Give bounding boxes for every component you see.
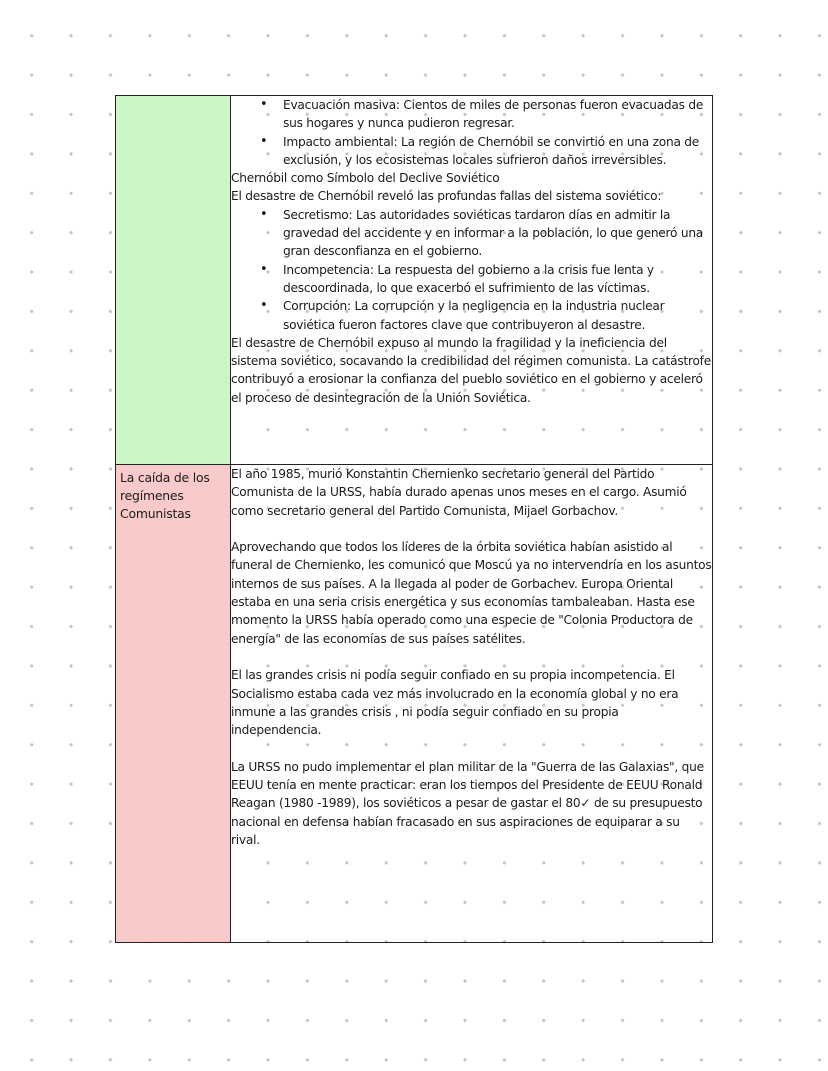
notes-table bbox=[115, 95, 713, 943]
paragraph: Aprovechando que todos los líderes de la órbita soviética habían asistido al funeral de Chernienko, les comunicó que Moscú ya no intervendría en los asuntos internos de sus países. A la llegada al poder de Gorbachev. Europa Oriental estaba en una seria crisis energética y sus economías tambaleaban. Hasta ese momento la URSS había operado como una especie de "Colonia Productora de energía" de las economías de sus países satélites. bbox=[231, 540, 712, 646]
table-row-chernobyl bbox=[116, 96, 713, 465]
table-row-fall-of-communism bbox=[116, 465, 713, 943]
topic-label: La caída de los regímenes Comunistas bbox=[120, 470, 210, 521]
paragraph-gap bbox=[231, 648, 712, 666]
topic-cell-empty bbox=[116, 96, 231, 465]
content-cell-chernobyl bbox=[231, 96, 713, 465]
topic-cell bbox=[116, 465, 231, 943]
paragraph-gap bbox=[231, 520, 712, 538]
list-item: • Impacto ambiental: La región de Chernóbil se convirtió en una zona de exclusión, y los ecosistemas locales sufrieron daños irreversibles. bbox=[283, 133, 712, 170]
list-item: • Evacuación masiva: Cientos de miles de personas fueron evacuadas de sus hogares y nunca pudieron regresar. bbox=[283, 96, 712, 133]
content-cell-fall bbox=[231, 465, 713, 943]
section-heading: Chernóbil como Símbolo del Declive Soviético bbox=[231, 171, 500, 186]
list-item: • Incompetencia: La respuesta del gobierno a la crisis fue lenta y descoordinada, lo que exacerbó el sufrimiento de las víctimas. bbox=[283, 261, 712, 298]
list-item: • Secretismo: Las autoridades soviéticas tardaron días en admitir la gravedad del accidente y en informar a la población, lo que generó una gran desconfianza en el gobierno. bbox=[283, 206, 712, 261]
paragraph: El año 1985, murió Konstantin Chernienko secretario general del Partido Comunista de la URSS, había durado apenas unos meses en el cargo. Asumió como secretario general del Partido Comunista, Mijael Gorbachov. bbox=[231, 467, 687, 518]
failures-list bbox=[231, 206, 712, 334]
list-item: • Corrupción: La corrupción y la negligencia en la industria nuclear soviética fueron factores clave que contribuyeron al desastre. bbox=[283, 297, 712, 334]
paragraph: La URSS no pudo implementar el plan militar de la "Guerra de las Galaxias", que EEUU tenía en mente practicar: eran los tiempos del Presidente de EEUU Ronald Reagan (1980 -1989), los soviéticos a pesar de gastar el 80✓ de su presupuesto nacional en defensa habían fracasado en sus aspiraciones de equiparar a su rival. bbox=[231, 759, 704, 847]
conclusion-text: El desastre de Chernóbil expuso al mundo la fragilidad y la ineficiencia del sistema soviético, socavando la credibilidad del régimen comunista. La catástrofe contribuyó a erosionar la confianza del pueblo soviético en el gobierno y aceleró el proceso de desintegración de la Unión Soviética. bbox=[231, 335, 711, 405]
paragraph: El las grandes crisis ni podía seguir confiado en su propia incompetencia. El Socialismo estaba cada vez más involucrado en la economía global y no era inmune a las grandes crisis , ni podía seguir confiado en su propia independencia. bbox=[231, 668, 679, 738]
intro-text: El desastre de Chernóbil reveló las profundas fallas del sistema soviético: bbox=[231, 189, 662, 204]
paragraph-gap bbox=[231, 739, 712, 757]
effects-list bbox=[231, 96, 712, 169]
